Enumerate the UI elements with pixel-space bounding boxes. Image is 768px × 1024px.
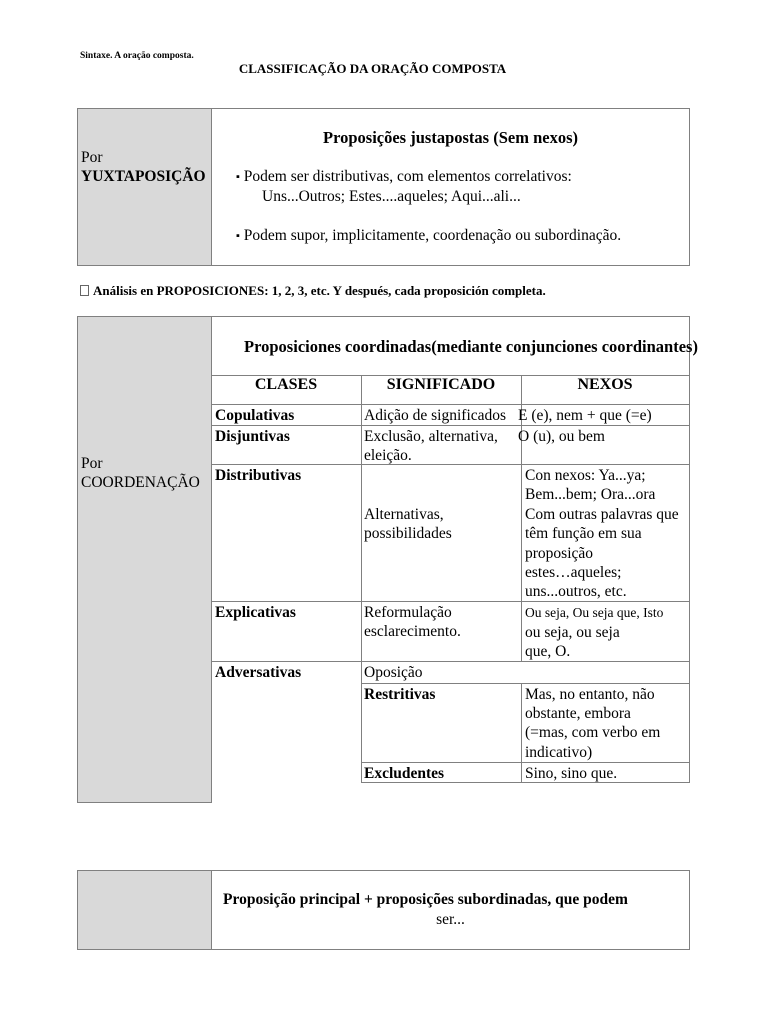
- column-header-nexos: NEXOS: [577, 376, 633, 393]
- table-cell-nexos: uns...outros, etc.: [525, 583, 627, 600]
- bullet-text: Podem ser distributivas, com elementos correlativos:: [243, 168, 572, 185]
- bullet-item-1: [236, 167, 572, 188]
- document-breadcrumb: Sintaxe. A oração composta.: [80, 51, 194, 61]
- bullet-subtext: Uns...Outros; Estes....aqueles; Aqui...ali...: [262, 188, 521, 205]
- table-cell-nexos: indicativo): [525, 744, 593, 761]
- yuxtaposicion-label-por: Por: [81, 149, 103, 166]
- table-cell-nexos: Ou seja, Ou seja que, Isto: [525, 605, 664, 620]
- yuxtaposicion-label-cell: [78, 109, 212, 265]
- table-cell-clase: Disjuntivas: [215, 428, 290, 445]
- table-cell-nexos: Com outras palavras que: [525, 506, 679, 523]
- table-cell-nexos: que, O.: [525, 643, 571, 660]
- subordinacion-label-cell: [78, 871, 212, 949]
- subordinacion-heading-line1: Proposição principal + proposições subordinadas, que podem: [223, 891, 628, 908]
- table-cell-subclass-restritivas: Restritivas: [364, 686, 436, 703]
- yuxtaposicion-label-type: YUXTAPOSIÇÃO: [81, 168, 206, 185]
- table-cell-nexos: estes…aqueles;: [525, 564, 622, 581]
- column-header-clases: CLASES: [254, 376, 318, 393]
- table-cell-significado: Alternativas,: [364, 506, 444, 523]
- bullet-icon: ▪: [236, 171, 240, 183]
- table-cell-nexos: Bem...bem; Ora...ora: [525, 486, 656, 503]
- table-cell-significado: possibilidades: [364, 525, 452, 542]
- analysis-note: [80, 283, 546, 299]
- note-text: Análisis en PROPOSICIONES: 1, 2, 3, etc. Y después, cada proposición completa.: [93, 283, 546, 298]
- coordenacion-label-por: Por: [81, 455, 103, 472]
- column-header-significado: SIGNIFICADO: [386, 376, 496, 393]
- table-cell-nexos: Mas, no entanto, não: [525, 686, 655, 703]
- coordenacion-label-type: COORDENAÇÃO: [81, 474, 200, 491]
- table-cell-clase: Explicativas: [215, 604, 296, 621]
- table-cell-nexos: ou seja, ou seja: [525, 624, 620, 641]
- table-cell-significado: esclarecimento.: [364, 623, 461, 640]
- table-cell-nexos: (=mas, com verbo em: [525, 724, 661, 741]
- table-cell-nexos: Sino, sino que.: [525, 765, 618, 782]
- coordenacion-heading: Proposiciones coordinadas(mediante conjunciones coordinantes): [244, 337, 698, 356]
- table-cell-nexos: obstante, embora: [525, 705, 631, 722]
- yuxtaposicion-heading: Proposições justapostas (Sem nexos): [323, 128, 578, 147]
- table-cell-significado: Oposição: [364, 664, 423, 681]
- table-cell-significado: Reformulação: [364, 604, 452, 621]
- table-cell-nexos: proposição: [525, 545, 594, 562]
- table-cell-nexos: têm função em sua: [525, 525, 642, 542]
- note-glyph-icon: [80, 285, 89, 296]
- table-cell-nexos: Con nexos: Ya...ya;: [525, 467, 646, 484]
- subordinacion-heading-line2: ser...: [436, 911, 465, 928]
- bullet-text: Podem supor, implicitamente, coordenação ou subordinação.: [243, 227, 622, 244]
- coordenacion-label-cell: [78, 317, 211, 802]
- table-cell-significado: Exclusão, alternativa,: [364, 428, 498, 445]
- table-cell-clase: Copulativas: [215, 407, 295, 424]
- table-cell-clase: Adversativas: [215, 664, 302, 681]
- table-cell-significado: eleição.: [364, 447, 412, 464]
- table-cell-significado: Adição de significados: [364, 407, 507, 424]
- bullet-item-2: [236, 226, 621, 247]
- document-title: CLASSIFICAÇÃO DA ORAÇÃO COMPOSTA: [238, 61, 507, 76]
- table-cell-nexos: E (e), nem + que (=e): [518, 407, 652, 424]
- table-cell-subclass-excludentes: Excludentes: [364, 765, 445, 782]
- table-cell-clase: Distributivas: [215, 467, 302, 484]
- table-cell-nexos: O (u), ou bem: [518, 428, 605, 445]
- bullet-icon: ▪: [236, 230, 240, 242]
